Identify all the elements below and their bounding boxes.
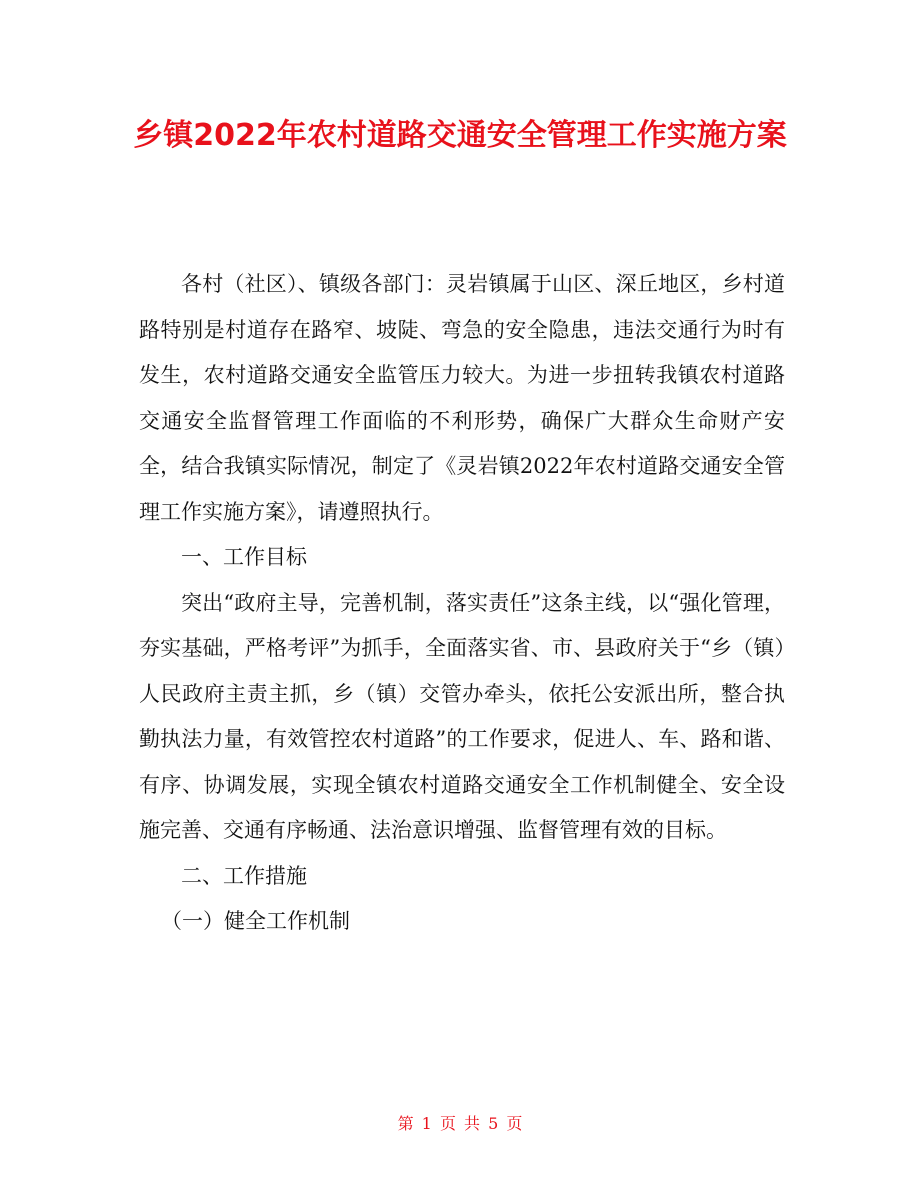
subsection-heading-mechanism: （一）健全工作机制: [161, 909, 351, 933]
intro-paragraph: 各村（社区）、镇级各部门：灵岩镇属于山区、深丘地区，乡村道路特别是村道存在路窄、坡陡、弯急的安全隐患，违法交通行为时有发生，农村道路交通安全监管压力较大。为进一步扭转我镇农村道路交通安全监督管理工作面临的不利形势，确保广大群众生命财产安全，结合我镇实际情况，制定了《灵岩镇2022年农村道路交通安全管理工作实施方案》，请遵照执行。: [139, 272, 785, 524]
goals-paragraph: 突出“政府主导，完善机制，落实责任”这条主线，以“强化管理，夯实基础，严格考评”为抓手，全面落实省、市、县政府关于“乡（镇）人民政府主责主抓，乡（镇）交管办牵头，依托公安派出所，整合执勤执法力量，有效管控农村道路”的工作要求，促进人、车、路和谐、有序、协调发展，实现全镇农村道路交通安全工作机制健全、安全设施完善、交通有序畅通、法治意识增强、监督管理有效的目标。: [139, 590, 785, 842]
document-title: 乡镇2022年农村道路交通安全管理工作实施方案: [133, 118, 787, 153]
document-body: [139, 262, 785, 945]
section-heading-measures: 二、工作措施: [181, 863, 307, 888]
page-footer: 第 1 页 共 5 页: [397, 1114, 523, 1133]
section-heading-goals: 一、工作目标: [181, 545, 307, 569]
